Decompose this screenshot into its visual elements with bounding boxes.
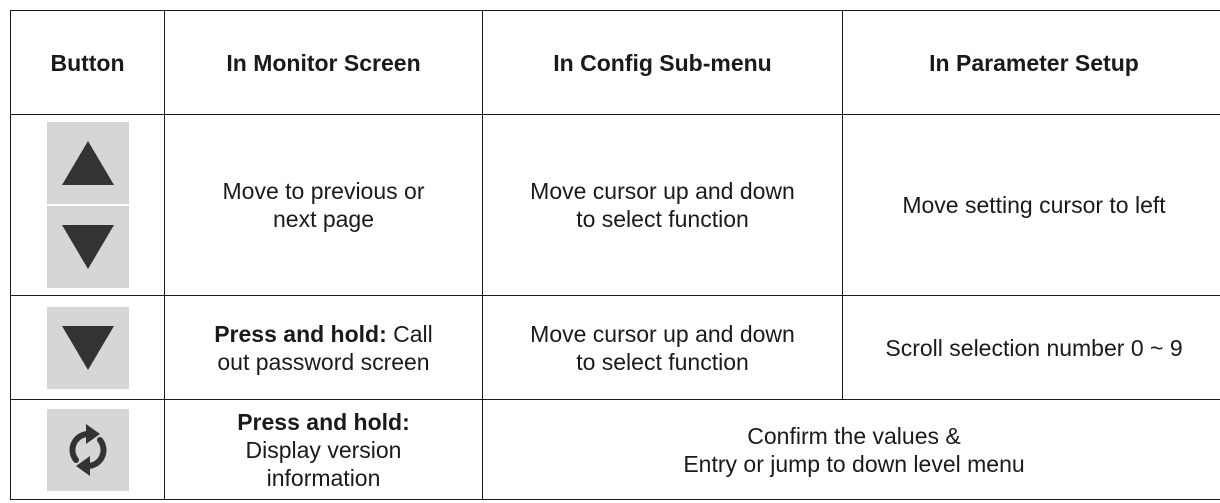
cell-config-submenu [483, 115, 843, 296]
cell-text: next page [273, 206, 374, 232]
cell-bold-text: Press and hold: [214, 321, 387, 347]
down-arrow-icon [47, 206, 129, 288]
header-button: Button [11, 11, 165, 115]
button-function-table-wrapper [10, 10, 1220, 503]
cell-monitor-screen [165, 400, 483, 500]
cell-config-submenu [483, 296, 843, 400]
table-row [11, 296, 1220, 400]
button-cell-enter [11, 400, 165, 500]
table-row [11, 115, 1220, 296]
cell-text: Move cursor up and down [530, 321, 795, 347]
cell-text: information [267, 465, 381, 491]
cell-monitor-screen [165, 296, 483, 400]
button-cell-up-down [11, 115, 165, 296]
cell-text: Move setting cursor to left [902, 192, 1165, 218]
cell-text: Call [387, 321, 433, 347]
cell-text: Move to previous or [223, 178, 425, 204]
cell-text: to select function [576, 206, 749, 232]
button-function-table [10, 10, 1220, 500]
header-parameter-setup: In Parameter Setup [843, 11, 1220, 115]
table-row [11, 400, 1220, 500]
cell-monitor-screen [165, 115, 483, 296]
cell-parameter-setup [843, 115, 1220, 296]
cell-text: Confirm the values & [747, 423, 960, 449]
up-arrow-icon [47, 122, 129, 204]
cell-text: Display version [246, 437, 402, 463]
header-monitor-screen: In Monitor Screen [165, 11, 483, 115]
cell-text: out password screen [217, 349, 429, 375]
cell-text: Move cursor up and down [530, 178, 795, 204]
refresh-icon [47, 409, 129, 491]
cell-parameter-setup [843, 296, 1220, 400]
table-header-row [11, 11, 1220, 115]
button-cell-down [11, 296, 165, 400]
cell-text: Entry or jump to down level menu [683, 451, 1024, 477]
cell-text: to select function [576, 349, 749, 375]
cell-bold-text: Press and hold: [237, 409, 410, 435]
cell-config-and-parameter-merged [483, 400, 1220, 500]
header-config-submenu: In Config Sub-menu [483, 11, 843, 115]
cell-text: Scroll selection number 0 ~ 9 [885, 335, 1182, 361]
up-down-button-icons [11, 122, 164, 288]
down-arrow-icon [47, 307, 129, 389]
